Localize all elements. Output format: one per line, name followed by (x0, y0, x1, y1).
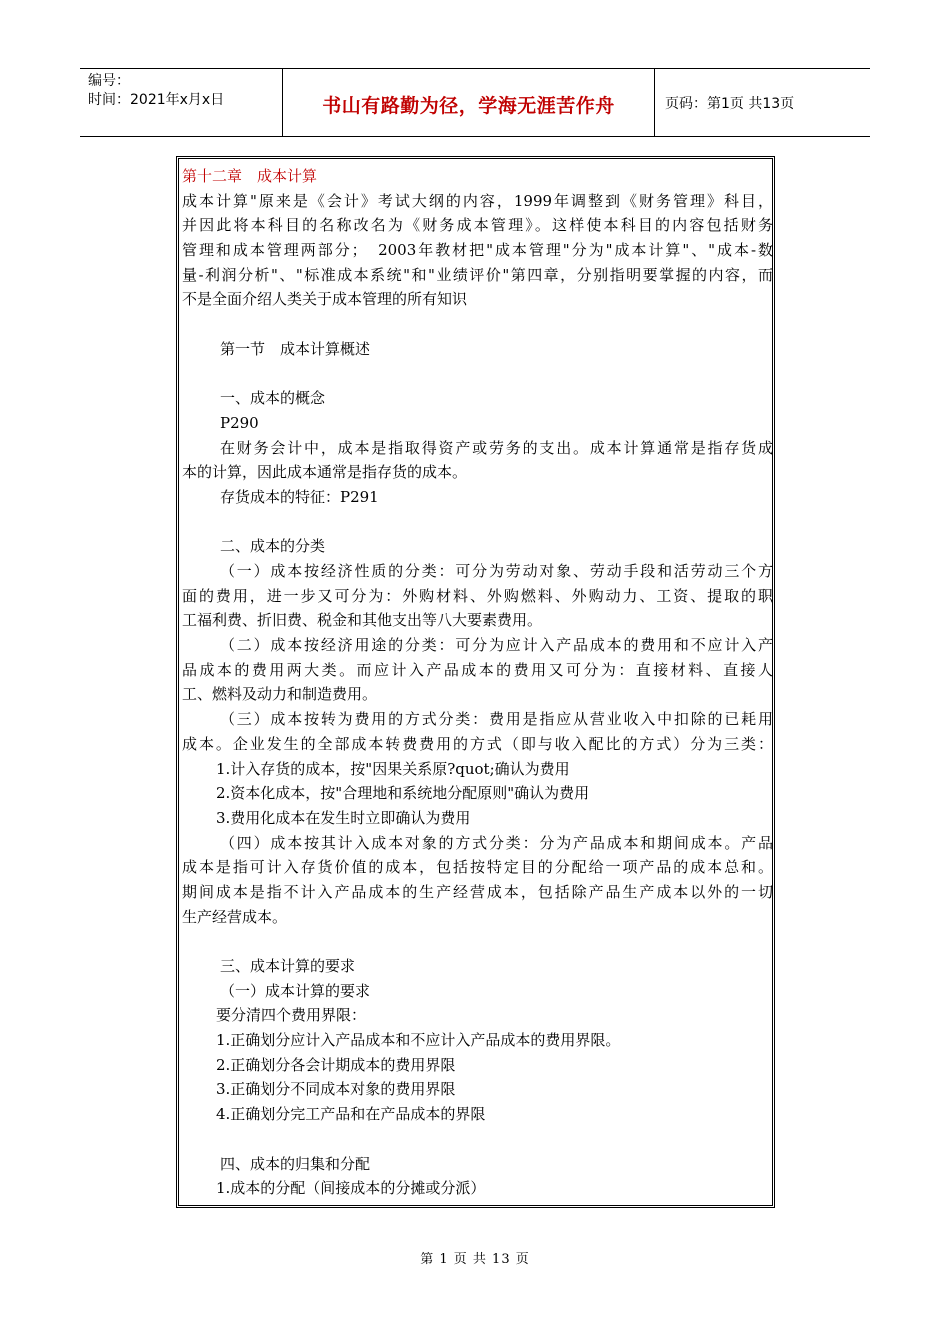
part3-item: 2.正确划分各会计期成本的费用界限 (216, 1055, 456, 1074)
section-title: 第一节 成本计算概述 (220, 339, 371, 358)
header-motto-cell (282, 69, 655, 136)
part2-c1-line: 工福利费、折旧费、税金和其他支出等八大要素费用。 (182, 611, 543, 630)
spacer (182, 362, 773, 387)
page-footer: 第 1 页 共 13 页 (420, 1252, 530, 1267)
chapter-title: 第十二章 成本计算 (182, 167, 318, 185)
part2-c2-line: （二）成本按经济用途的分类：可分为应计入产品成本的费用和不应计入产 (220, 636, 773, 655)
part2-title: 二、成本的分类 (220, 537, 326, 556)
part2-c3-line: （三）成本按转为费用的方式分类：费用是指应从营业收入中扣除的已耗用 (220, 710, 773, 729)
header-page-cell (655, 69, 870, 136)
part2-c2-line: 工、燃料及动力和制造费用。 (182, 685, 378, 704)
part3-lead: 要分清四个费用界限： (216, 1006, 367, 1025)
part2-c3-item: 2.资本化成本，按"合理地和系统地分配原则"确认为费用 (216, 784, 590, 803)
part3-title: 三、成本计算的要求 (220, 957, 356, 975)
part3-sub: （一）成本计算的要求 (220, 981, 371, 1000)
content-box (176, 156, 775, 1208)
spacer (182, 510, 773, 535)
part1-title: 一、成本的概念 (220, 389, 326, 408)
part1-feature: 存货成本的特征：P291 (220, 487, 379, 506)
part1-ref: P290 (220, 413, 259, 432)
part3-item: 3.正确划分不同成本对象的费用界限 (216, 1080, 456, 1099)
spacer (182, 312, 773, 337)
document-number-label: 编号： (88, 73, 130, 89)
part1-para-line: 在财务会计中，成本是指取得资产或劳务的支出。成本计算通常是指存货成 (220, 438, 773, 457)
part2-c3-item: 3.费用化成本在发生时立即确认为费用 (216, 808, 471, 827)
part2-c1-line: （一）成本按经济性质的分类：可分为劳动对象、劳动手段和活劳动三个方 (220, 562, 773, 580)
part2-c4-line: （四）成本按其计入成本对象的方式分类：分为产品成本和期间成本。产品 (220, 833, 773, 852)
header-table (80, 68, 870, 137)
part2-c4-line: 期间成本是指不计入产品成本的生产经营成本，包括除产品生产成本以外的一切 (182, 882, 773, 901)
document-time-label: 时间：2021年x月x日 (88, 92, 225, 108)
header-motto: 书山有路勤为径，学海无涯苦作舟 (322, 94, 615, 117)
part2-c4-line: 生产经营成本。 (182, 907, 288, 926)
header-page-info: 页码：第1页 共13页 (665, 95, 795, 112)
spacer (182, 1127, 773, 1152)
intro-line: 成本计算"原来是《会计》考试大纲的内容，1999年调整到《财务管理》科目， (182, 191, 773, 210)
part2-c2-line: 品成本的费用两大类。而应计入产品成本的费用又可分为：直接材料、直接人 (182, 660, 773, 679)
part2-c4-line: 成本是指可计入存货价值的成本，包括按特定目的分配给一项产品的成本总和。 (182, 858, 773, 877)
part1-para-line: 本的计算，因此成本通常是指存货的成本。 (182, 463, 468, 482)
part2-c1-line: 面的费用，进一步又可分为：外购材料、外购燃料、外购动力、工资、提取的职 (182, 586, 773, 605)
part2-c3-line: 成本。企业发生的全部成本转费费用的方式（即与收入配比的方式）分为三类： (182, 734, 773, 753)
part2-c3-item: 1.计入存货的成本，按"因果关系原?quot;确认为费用 (216, 759, 570, 778)
intro-line: 量-利润分析"、"标准成本系统"和"业绩评价"第四章，分别指明要掌握的内容，而 (182, 265, 773, 284)
header-info-cell (80, 69, 282, 136)
intro-line: 不是全面介绍人类关于成本管理的所有知识 (182, 290, 468, 309)
intro-line: 并因此将本科目的名称改名为《财务成本管理》。这样使本科目的内容包括财务 (182, 216, 773, 235)
part3-item: 1.正确划分应计入产品成本和不应计入产品成本的费用界限。 (216, 1031, 621, 1050)
part4-item: 1.成本的分配（间接成本的分摊或分派） (216, 1179, 486, 1198)
part3-item: 4.正确划分完工产品和在产品成本的界限 (216, 1105, 486, 1124)
intro-line: 管理和成本管理两部分； 2003年教材把"成本管理"分为"成本计算"、"成本-数 (182, 241, 773, 260)
part4-title: 四、成本的归集和分配 (220, 1154, 371, 1173)
content-body (182, 164, 773, 1201)
spacer (182, 929, 773, 954)
